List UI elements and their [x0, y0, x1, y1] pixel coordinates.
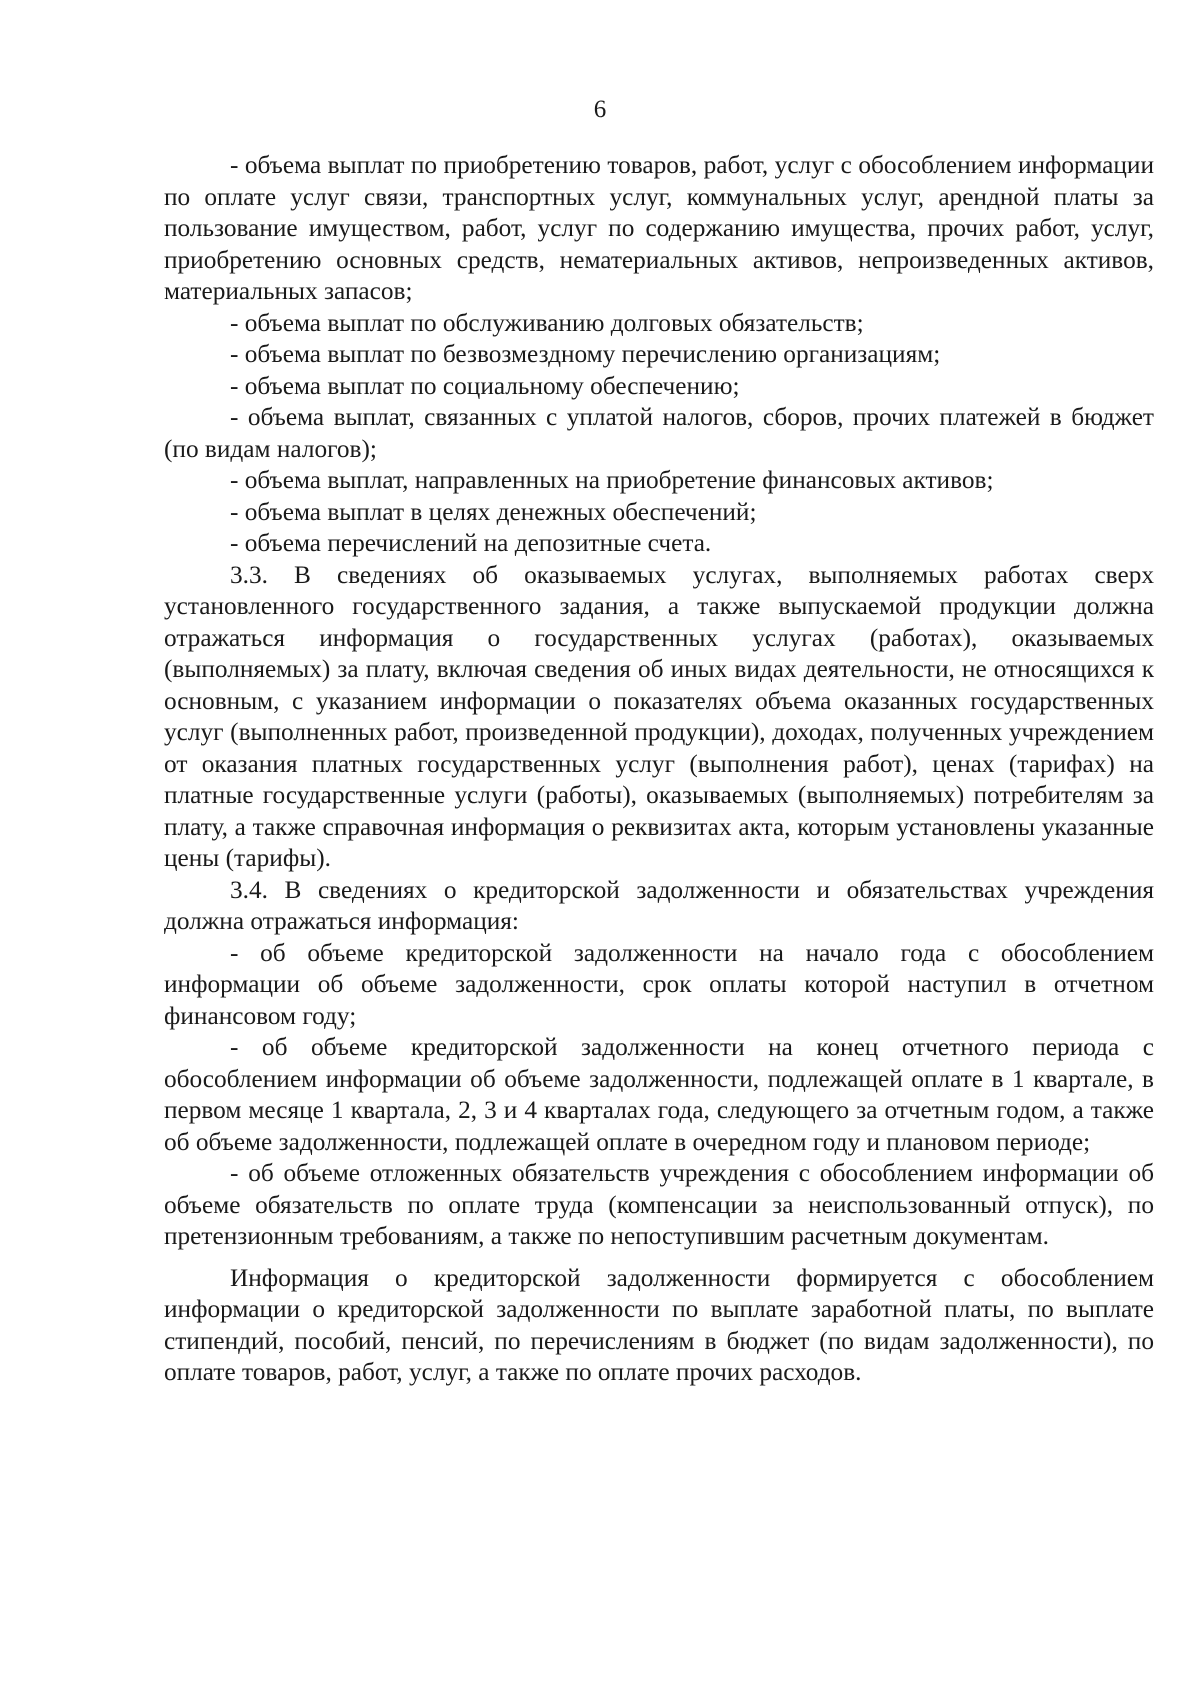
paragraph-payments-goods-works-services: - объема выплат по приобретению товаров, работ, услуг с обособлением информации по оплате услуг связи, транспортных услуг, коммунальных услуг, арендной платы за пользование имуществом, работ, услуг по содержанию имущества, прочих работ, услуг, приобретению основных средств, нематериальных активов, непроизведенных активов, материальных запасов;: [164, 151, 1154, 305]
paragraph-social-security: - объема выплат по социальному обеспечению;: [230, 371, 740, 400]
section-3-4: 3.4. В сведениях о кредиторской задолженности и обязательствах учреждения должна отражаться информация:: [164, 875, 1154, 935]
paragraph-taxes-fees: - объема выплат, связанных с уплатой налогов, сборов, прочих платежей в бюджет (по видам налогов);: [164, 403, 1154, 463]
paragraph-payables-start-of-year: - об объеме кредиторской задолженности на начало года с обособлением информации об объеме задолженности, срок оплаты которой наступил в отчетном финансовом году;: [164, 938, 1154, 1030]
paragraph-deferred-obligations: - об объеме отложенных обязательств учреждения с обособлением информации об объеме обязательств по оплате труда (компенсации за неиспользованный отпуск), по претензионным требованиям, а также по непоступившим расчетным документам.: [164, 1159, 1154, 1250]
paragraph-deposit-transfers: - объема перечислений на депозитные счета.: [230, 529, 712, 557]
document-body: [164, 150, 1154, 1389]
paragraph-gratuitous-transfers: - объема выплат по безвозмездному перечислению организациям;: [230, 340, 941, 368]
section-3-3: 3.3. В сведениях об оказываемых услугах, выполняемых работах сверх установленного государственного задания, а также выпускаемой продукции должна отражаться информация о государственных услугах (работах), оказываемых (выполняемых) за плату, включая сведения об иных видах деятельности, не относящихся к основным, с указанием информации о показателях объема оказанных государственных услуг (выполненных работ, произведенной продукции), доходах, полученных учреждением от оказания платных государственных услуг (выполнения работ), ценах (тарифах) на платные государственные услуги (работы), оказываемых (выполняемых) потребителям за плату, а также справочная информация о реквизитах акта, которым установлены указанные цены (тарифы).: [164, 560, 1154, 872]
page-number: 6: [593, 96, 607, 123]
paragraph-monetary-provisions: - объема выплат в целях денежных обеспечений;: [230, 497, 757, 526]
paragraph-payables-information: Информация о кредиторской задолженности формируется с обособлением информации о кредиторской задолженности по выплате заработной платы, по выплате стипендий, пособий, пенсий, по перечислениям в бюджет (по видам задолженности), по оплате товаров, работ, услуг, а также по оплате прочих расходов.: [164, 1263, 1154, 1386]
paragraph-financial-assets: - объема выплат, направленных на приобретение финансовых активов;: [230, 466, 994, 494]
paragraph-debt-service-payments: - объема выплат по обслуживанию долговых обязательств;: [230, 308, 864, 337]
paragraph-payables-end-of-period: - об объеме кредиторской задолженности на конец отчетного периода с обособлением информации об объеме задолженности, подлежащей оплате в 1 квартале, в первом месяце 1 квартала, 2, 3 и 4 кварталах года, следующего за отчетным годом, а также об объеме задолженности, подлежащей оплате в очередном году и плановом периоде;: [164, 1033, 1154, 1156]
